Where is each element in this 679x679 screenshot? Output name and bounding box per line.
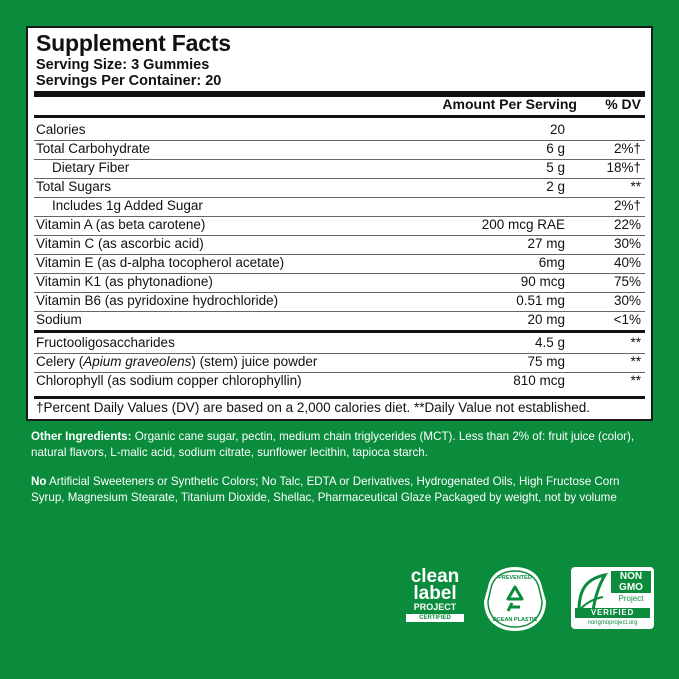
nutrient-amount: 2 g <box>546 179 565 194</box>
nutrient-name: Total Sugars <box>36 179 112 194</box>
nutrient-name-prefix: Celery ( <box>36 354 84 369</box>
nutrient-name: Calories <box>36 122 86 137</box>
nutrient-amount: 20 mg <box>527 312 565 327</box>
facts-row <box>34 292 645 311</box>
nutrient-name: Total Carbohydrate <box>36 141 151 156</box>
nutrient-name: Sodium <box>36 312 82 327</box>
nutrient-dv: 2%† <box>613 198 641 213</box>
nutrient-amount: 810 mcg <box>513 373 565 388</box>
facts-row <box>34 311 645 330</box>
nutrient-name: Vitamin E (as d-alpha tocopherol acetate) <box>36 255 285 270</box>
facts-row <box>34 121 645 140</box>
footer-divider <box>34 396 645 399</box>
non-gmo-line3: Project <box>618 594 644 603</box>
nutrient-name: Vitamin C (as ascorbic acid) <box>36 236 204 251</box>
non-gmo-line2: GMO <box>611 582 651 593</box>
nutrient-dv: ** <box>630 373 641 388</box>
footnote: †Percent Daily Values (DV) are based on a 2,000 calories diet. **Daily Value not established. <box>36 400 591 415</box>
header-amount: Amount Per Serving <box>442 96 577 112</box>
ocean-plastic-top: PREVENTED <box>498 575 532 581</box>
facts-row <box>34 254 645 273</box>
facts-row <box>34 140 645 159</box>
nutrient-dv: 22% <box>613 217 641 232</box>
clean-label-line2: label <box>413 583 457 604</box>
facts-row <box>34 197 645 216</box>
nutrient-dv: 18%† <box>606 160 641 175</box>
free-from-label: No <box>31 475 47 488</box>
free-from-text: Artificial Sweeteners or Synthetic Colors; No Talc, EDTA or Derivatives, Hydrogenated Oils, High Fructose Corn Syrup, Magnesium Stearate, Titanium Dioxide, Shellac, Pharmaceutical Glaze Packaged by weight, not by volume <box>31 475 620 504</box>
nutrient-name: Vitamin K1 (as phytonadione) <box>36 274 213 289</box>
nutrient-dv: ** <box>630 179 641 194</box>
clean-label-line4: CERTIFIED <box>406 614 464 622</box>
clean-label-badge <box>402 568 468 630</box>
facts-row <box>34 334 645 353</box>
nutrient-amount: 5 g <box>546 160 565 175</box>
facts-row <box>34 372 645 391</box>
free-from-statement <box>31 474 651 506</box>
nutrient-dv: ** <box>630 335 641 350</box>
nutrient-name: Dietary Fiber <box>52 160 130 175</box>
non-gmo-badge <box>571 567 654 629</box>
nutrient-dv: 2%† <box>613 141 641 156</box>
ocean-plastic-badge <box>482 565 548 633</box>
nutrient-dv: ** <box>630 354 641 369</box>
nutrient-dv: 40% <box>613 255 641 270</box>
nutrient-amount: 20 <box>549 122 565 137</box>
non-gmo-line1: NON <box>611 571 651 582</box>
nutrient-name: Vitamin A (as beta carotene) <box>36 217 206 232</box>
facts-title: Supplement Facts <box>36 30 231 56</box>
ingredients-text: Organic cane sugar, pectin, medium chain triglycerides (MCT). Less than 2% of: fruit juice (color), natural flavors, L-malic acid, sodium citrate, sunflower lecithin, tapioca starch. <box>31 430 635 459</box>
nutrient-dv: <1% <box>613 312 641 327</box>
non-gmo-line4: VERIFIED <box>575 608 650 618</box>
facts-row <box>34 235 645 254</box>
supplement-facts-panel <box>26 26 653 421</box>
facts-row <box>34 353 645 372</box>
nutrient-amount: 75 mg <box>527 354 565 369</box>
nutrient-name: Includes 1g Added Sugar <box>52 198 203 213</box>
nutrient-dv: 30% <box>613 293 641 308</box>
nutrient-amount: 4.5 g <box>534 335 565 350</box>
nutrient-amount: 6 g <box>546 141 565 156</box>
nutrient-amount: 200 mcg RAE <box>481 217 565 232</box>
nutrient-amount: 27 mg <box>527 236 565 251</box>
nutrient-name: Fructooligosaccharides <box>36 335 175 350</box>
nutrient-name <box>36 354 317 369</box>
serving-size: Serving Size: 3 Gummies <box>36 57 210 73</box>
facts-row <box>34 159 645 178</box>
clean-label-line3: PROJECT <box>413 602 457 612</box>
nutrient-amount: 90 mcg <box>520 274 565 289</box>
nutrient-amount: 0.51 mg <box>516 293 565 308</box>
nutrient-name: Vitamin B6 (as pyridoxine hydrochloride) <box>36 293 279 308</box>
nutrient-dv: 30% <box>613 236 641 251</box>
nutrient-amount: 6mg <box>538 255 565 270</box>
facts-row <box>34 216 645 235</box>
ingredients-label: Other Ingredients: <box>31 430 132 443</box>
header-dv: % DV <box>605 96 641 112</box>
row-divider <box>34 330 645 333</box>
ocean-plastic-bottom: OCEAN PLASTIC <box>492 617 538 623</box>
nutrient-name: Chlorophyll (as sodium copper chlorophyllin) <box>36 373 302 388</box>
servings-per-container: Servings Per Container: 20 <box>36 73 222 89</box>
facts-row <box>34 178 645 197</box>
header-divider <box>34 115 645 118</box>
facts-row <box>34 273 645 292</box>
nutrient-name-italic: Apium graveolens <box>83 354 192 369</box>
non-gmo-line5: nongmoproject.org <box>587 620 638 626</box>
nutrient-name-suffix: ) (stem) juice powder <box>191 354 318 369</box>
other-ingredients <box>31 429 651 461</box>
clean-label-line1: clean <box>410 566 460 587</box>
nutrient-dv: 75% <box>613 274 641 289</box>
